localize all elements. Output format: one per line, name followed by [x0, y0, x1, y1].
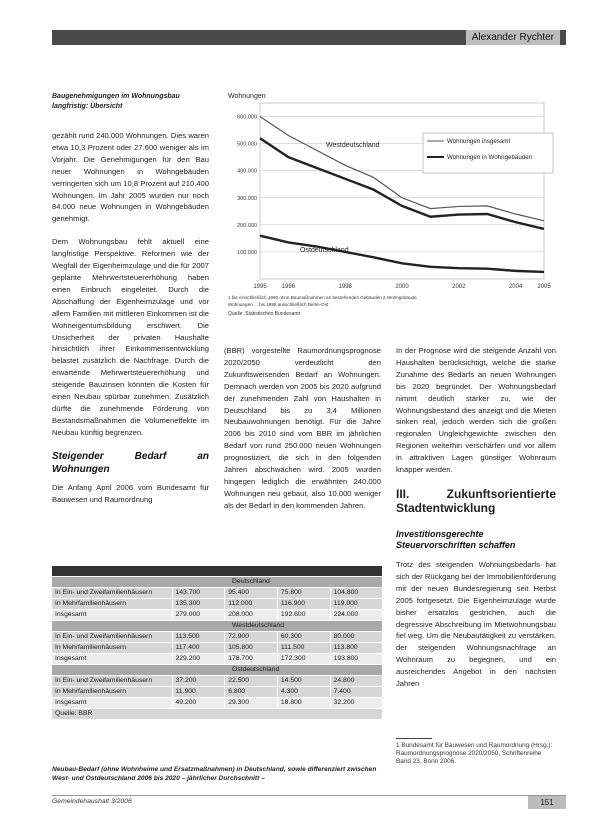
x-tick-label: 1998 [338, 284, 352, 290]
table-cell: 18.800 [277, 697, 330, 708]
x-tick-label: 2002 [452, 284, 466, 290]
table-cell: 11.900 [172, 686, 225, 697]
section-heading: Steigender Bedarf an Wohnungen [52, 450, 209, 475]
x-tick-label: 1996 [281, 284, 296, 290]
table-region-row [52, 576, 382, 587]
table-cell: 178.700 [225, 653, 278, 664]
y-tick-label: 600.000 [237, 114, 257, 121]
table-cell: 193.800 [330, 653, 382, 664]
table-cell: 279.000 [172, 609, 225, 620]
column-2 [224, 345, 381, 523]
chart-note: Wohnungen ... bis 1995 ausschließlich Berlin-Ost [228, 302, 329, 307]
table-cell: 192.600 [277, 609, 330, 620]
table-cell: 104.800 [330, 587, 382, 598]
table-cell: 116.900 [277, 598, 330, 609]
row-label: Insgesamt [52, 609, 172, 620]
row-label: In Mehrfamilienhäusern [52, 686, 172, 697]
x-tick-label: 2000 [395, 284, 409, 290]
table-cell: 95.400 [225, 587, 278, 598]
legend-label: Wohnungen in Wohngebäuden [447, 154, 533, 161]
row-label: Insgesamt [52, 653, 172, 664]
table-cell: 49.200 [172, 697, 225, 708]
footnote-rule [396, 738, 432, 739]
chart-caption: Baugenehmigungen im Wohnungsbau langfristig: Übersicht [52, 93, 180, 110]
table-cell: 14.500 [277, 675, 330, 686]
annotation-east: Ostdeutschland [300, 247, 349, 254]
table-source: Quelle: BBR [52, 708, 382, 719]
section-heading-big: III. Zukunftsorientierte Stadtentwicklung [396, 486, 556, 515]
section-heading: Investitionsgerechte Steuervorschriften schaffen [396, 528, 516, 550]
y-tick-label: 100.000 [237, 249, 257, 256]
table-cell: 6.800 [225, 686, 278, 697]
x-tick-label: 2005 [537, 284, 551, 290]
region-label: Westdeutschland [172, 620, 382, 631]
table-cell: 29.300 [225, 697, 278, 708]
y-tick-label: 200.000 [237, 222, 257, 229]
header-bar [52, 30, 566, 45]
row-label: In Ein- und Zweifamilienhäusern [52, 675, 172, 686]
table-cell: 72.900 [225, 631, 278, 642]
table-region-row [52, 620, 382, 631]
table-cell: 113.500 [172, 631, 225, 642]
table-cell: 24.800 [330, 675, 382, 686]
table-cell: 117.400 [172, 642, 225, 653]
chart-svg [226, 89, 558, 317]
author-label: Alexander Rychter [466, 30, 560, 45]
paragraph: Die Anfang April 2006 vom Bundesamt für Bauwesen und Raumordnung [52, 482, 209, 504]
table-cell: 229.200 [172, 653, 225, 664]
region-label: Deutschland [172, 576, 382, 587]
chart-caption-left [52, 92, 209, 112]
data-table [52, 566, 382, 720]
table-row [52, 598, 382, 609]
row-label: Insgesamt [52, 697, 172, 708]
table-row [52, 675, 382, 686]
y-axis-label: Wohnungen [228, 93, 266, 100]
table-row [52, 631, 382, 642]
table-row [52, 587, 382, 598]
paragraph: In der Prognose wird die steigende Anzahl von Haushalten berücksichtigt, welche die starke Zunahme des Bedarfs an neuen Wohnungen bis 2020 begründet. Der Wohnungsbedarf nimmt deutlich stärker zu, wie der Wohnungsbestand dies anzeigt und die Mieten sinken real, jedoch werden sich die großen regionalen Ungleichgewichte zwischen den Regionen weiterhin verschärfen und vor allem in attraktiven Lagen günstiger Wohnraum knapper werden. [396, 346, 556, 475]
paragraph: gezählt rund 240.000 Wohnungen. Dies waren etwa 10,3 Prozent oder 27.600 weniger als im Vorjahr. Die Genehmigungen für den Bau neuer Wohnungen in Wohngebäuden verringerten sich um 10,8 Prozent auf 210.400 Wohnungen. Im Jahr 2005 wurden nur noch 84.000 neue Wohnungen in Wohngebäuden genehmigt. [52, 131, 209, 224]
row-label: In Ein- und Zweifamilienhäusern [52, 631, 172, 642]
table-cell: 22.500 [225, 675, 278, 686]
table-cell: 208.000 [225, 609, 278, 620]
paragraph: (BBR) vorgestellte Raumordnungsprognose 2020/2050 verdeutlicht den Zukunftsweisenden Bedarf an Wohnungen. Demnach werden von 2005 bis 2020 aufgrund der zunehmenden Zahl von Haushalten in Deutschland bis zu 3,4 Millionen Neubauwohnungen benötigt. Für die Jahre 2006 bis 2010 sind vom BBR im jährlichen Bedarf von rund 250.000 neuen Wohnungen prognostiziert, die sich in den folgenden Jahren abschwächen wird. 2005 wurden hingegen lediglich die erwähnten 240.000 Wohnungen neu gebaut, also 10.000 weniger als der Bedarf in den kommenden Jahren. [224, 346, 381, 510]
footer-journal: Gemeindehaushalt 3/2006 [52, 798, 132, 805]
row-label: In Mehrfamilienhäusern [52, 642, 172, 653]
table-cell: 135.300 [172, 598, 225, 609]
table-cell: 7.400 [330, 686, 382, 697]
table-header-row [52, 566, 382, 576]
x-tick-label: 2004 [508, 284, 523, 290]
column-1 [52, 130, 209, 516]
table-cell: 111.500 [277, 642, 330, 653]
annotation-west: Westdeutschland [326, 142, 380, 149]
chart-note: 1 bis einschließlich 1990 ohne Baumaßnahmen an bestehenden Gebäuden 2 Wohngebäude [228, 295, 417, 300]
table-sum-row [52, 653, 382, 664]
table-row [52, 642, 382, 653]
table-cell: 80.000 [330, 631, 382, 642]
column-3 [396, 345, 556, 701]
table-cell: 172.300 [277, 653, 330, 664]
table-cell: 113.800 [330, 642, 382, 653]
table-source-row [52, 708, 382, 719]
footer-rule [52, 795, 566, 796]
table-cell: 4.300 [277, 686, 330, 697]
table-cell: 60.300 [277, 631, 330, 642]
table-row [52, 686, 382, 697]
x-tick-label: 1995 [253, 284, 267, 290]
table-caption: Neubau-Bedarf (ohne Wohnheime und Ersatzmaßnahmen) in Deutschland, sowie differenziert zwischen West- und Ostdeutschland 2006 bis 2020 – jährlicher Durchschnitt – [52, 766, 377, 782]
table-cell: 119.000 [330, 598, 382, 609]
table-cell: 105.800 [225, 642, 278, 653]
chart-source: Quelle: Statistisches Bundesamt [228, 311, 300, 317]
table-sum-row [52, 609, 382, 620]
region-label: Ostdeutschland [172, 664, 382, 675]
table-cell: 224.000 [330, 609, 382, 620]
y-tick-label: 500.000 [237, 141, 257, 148]
row-label: In Ein- und Zweifamilienhäusern [52, 587, 172, 598]
footnote: 1 Bundesamt für Bauwesen und Raumordnung (Hrsg.): Raumordnungsprognose 2020/2050, Schriftenreihe Band 23, Bonn 2006. [396, 742, 553, 765]
table-sum-row [52, 697, 382, 708]
page-number: 151 [528, 796, 566, 809]
paragraph: Dem Wohnungsbau fehlt aktuell eine langfristige Perspektive. Reformen wie der Wegfall der Eigenheimzulage und die für 2007 geplante Mehrwertsteuererhöhung haben einen Einbruch eingeleitet. Durch die Abschaffung der Eigenheimzulage und vor allem Familien mit mittleren Einkommen ist die Wohneigentumsbildung erschwert. Die Unsicherheit der privaten Haushalte hinsichtlich ihrer Einkommensentwicklung belastet zusätzlich die Nachfrage. Durch die erwartende Mehrwertsteuererhöhung und steigende Bauzinsen könnten die Kosten für einen Neubau spürbar zunehmen. Zusätzlich dürfte die zunehmende Förderung von Bestandsmaßnahmen die Volumeneffekte im Neubau künftig begrenzen. [52, 237, 209, 437]
row-label: In Mehrfamilienhäusern [52, 598, 172, 609]
table-cell: 112.000 [225, 598, 278, 609]
line-chart [226, 89, 558, 317]
table-cell: 32.200 [330, 697, 382, 708]
y-tick-label: 300.000 [237, 195, 257, 202]
table-cell: 37.200 [172, 675, 225, 686]
table-cell: 143.700 [172, 587, 225, 598]
table-region-row [52, 664, 382, 675]
y-tick-label: 400.000 [237, 168, 257, 175]
legend-label: Wohnungen insgesamt [447, 138, 511, 145]
table-cell: 75.800 [277, 587, 330, 598]
paragraph: Trotz des steigenden Wohnungsbedarfs hat sich der Rückgang bei der Immobilienförderung mit der neuen Bundesregierung seit Herbst 2005 fortgesetzt. Die Eigenheimzulage wurde bisher ersatzlos gestrichen, auch die degressive Abschreibung im Mietwohnungsbau fiel weg. Um die Neubautätigkeit zu verstärken, der steigenden Wohnungsnachfrage an Wohnraum zu begegnen, und ein ausreichendes Angebot in den nächsten Jahren [396, 559, 556, 689]
